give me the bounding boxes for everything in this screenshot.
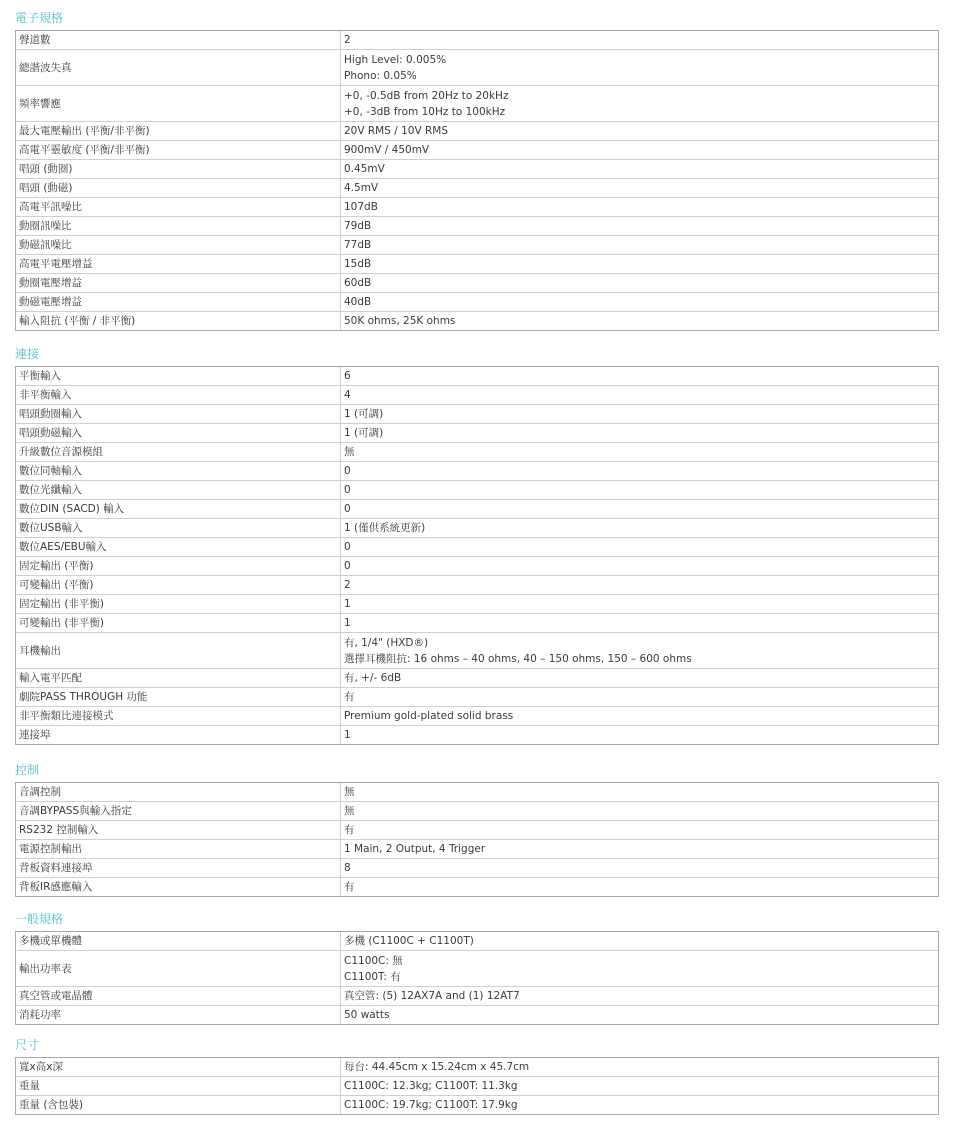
spec-row — [16, 293, 939, 312]
spec-row — [16, 595, 939, 614]
spec-row — [16, 443, 939, 462]
spec-value — [341, 519, 939, 538]
spec-value — [341, 802, 939, 821]
spec-row — [16, 1077, 939, 1096]
spec-row — [16, 688, 939, 707]
spec-value — [341, 840, 939, 859]
spec-label: 多機或單機體 — [16, 932, 341, 951]
spec-label: 唱頭 (動圈) — [16, 160, 341, 179]
spec-value-line: 60dB — [344, 276, 372, 289]
spec-value — [341, 481, 939, 500]
spec-value — [341, 386, 939, 405]
spec-value-line: 77dB — [344, 238, 372, 251]
spec-row — [16, 614, 939, 633]
spec-value-line: 0 — [344, 540, 351, 553]
spec-value — [341, 821, 939, 840]
spec-label: 數位DIN (SACD) 輸入 — [16, 500, 341, 519]
spec-value — [341, 424, 939, 443]
spec-value-line: 2 — [344, 33, 351, 46]
spec-value — [341, 179, 939, 198]
spec-row — [16, 951, 939, 987]
spec-row — [16, 312, 939, 331]
spec-row — [16, 859, 939, 878]
spec-value — [341, 312, 939, 331]
spec-value-line: 有 — [344, 690, 355, 703]
spec-label: 唱頭 (動磁) — [16, 179, 341, 198]
spec-label: 輸入電平匹配 — [16, 669, 341, 688]
spec-value — [341, 50, 939, 86]
spec-value-line: 0 — [344, 483, 351, 496]
spec-row — [16, 424, 939, 443]
spec-value-line: 選擇耳機阻抗: 16 ohms – 40 ohms, 40 – 150 ohms, 150 – 600 ohms — [344, 652, 692, 665]
spec-row — [16, 50, 939, 86]
spec-value — [341, 859, 939, 878]
spec-value — [341, 595, 939, 614]
spec-value-line: High Level: 0.005% — [344, 53, 447, 66]
general-specs-section-title: 一般規格 — [15, 912, 64, 926]
spec-value — [341, 614, 939, 633]
spec-label: RS232 控制輸入 — [16, 821, 341, 840]
spec-row — [16, 987, 939, 1006]
spec-row — [16, 783, 939, 802]
spec-label: 寬x高x深 — [16, 1058, 341, 1077]
spec-row — [16, 462, 939, 481]
spec-row — [16, 878, 939, 897]
spec-value — [341, 443, 939, 462]
spec-value-line: +0, -3dB from 10Hz to 100kHz — [344, 105, 506, 118]
spec-value — [341, 198, 939, 217]
spec-label: 高電平訊噪比 — [16, 198, 341, 217]
spec-value — [341, 86, 939, 122]
spec-row — [16, 840, 939, 859]
spec-label: 動磁訊噪比 — [16, 236, 341, 255]
spec-row — [16, 198, 939, 217]
spec-label: 音調BYPASS與輸入指定 — [16, 802, 341, 821]
spec-value — [341, 557, 939, 576]
spec-row — [16, 405, 939, 424]
spec-label: 平衡輸入 — [16, 367, 341, 386]
spec-value-line: 15dB — [344, 257, 372, 270]
spec-value — [341, 255, 939, 274]
spec-value-line: 4.5mV — [344, 181, 379, 194]
spec-value-line: C1100T: 有 — [344, 970, 401, 983]
spec-label: 動圈訊噪比 — [16, 217, 341, 236]
spec-value-line: C1100C: 12.3kg; C1100T: 11.3kg — [344, 1079, 518, 1092]
spec-value-line: 900mV / 450mV — [344, 143, 430, 156]
spec-value-line: 1 — [344, 597, 351, 610]
spec-value — [341, 293, 939, 312]
spec-label: 數位光纖輸入 — [16, 481, 341, 500]
spec-label: 輸出功率表 — [16, 951, 341, 987]
spec-row — [16, 802, 939, 821]
connections-table — [15, 366, 939, 745]
spec-row — [16, 821, 939, 840]
spec-value — [341, 783, 939, 802]
spec-value-line: 1 (可調) — [344, 407, 384, 420]
dimensions-table — [15, 1057, 939, 1115]
spec-label: 聲道數 — [16, 31, 341, 50]
spec-value-line: 2 — [344, 578, 351, 591]
spec-label: 總諧波失真 — [16, 50, 341, 86]
spec-value-line: 無 — [344, 445, 355, 458]
spec-value — [341, 217, 939, 236]
spec-label: 電源控制輸出 — [16, 840, 341, 859]
spec-label: 數位USB輸入 — [16, 519, 341, 538]
spec-row — [16, 86, 939, 122]
spec-label: 可變輸出 (平衡) — [16, 576, 341, 595]
spec-value-line: C1100C: 19.7kg; C1100T: 17.9kg — [344, 1098, 518, 1111]
spec-value-line: 無 — [344, 804, 355, 817]
spec-label: 背板IR感應輸入 — [16, 878, 341, 897]
spec-value-line: 0 — [344, 559, 351, 572]
spec-value-line: 有 — [344, 823, 355, 836]
spec-value-line: 0 — [344, 464, 351, 477]
spec-row — [16, 367, 939, 386]
general-specs-table — [15, 931, 939, 1025]
spec-value-line: 有, 1/4" (HXD®) — [344, 636, 429, 649]
spec-row — [16, 1096, 939, 1115]
dimensions-section-title: 尺寸 — [15, 1038, 40, 1052]
spec-value — [341, 707, 939, 726]
spec-row — [16, 519, 939, 538]
spec-label: 高電平靈敏度 (平衡/非平衡) — [16, 141, 341, 160]
spec-row — [16, 707, 939, 726]
spec-label: 數位AES/EBU輸入 — [16, 538, 341, 557]
spec-value — [341, 688, 939, 707]
spec-label: 消耗功率 — [16, 1006, 341, 1025]
spec-value — [341, 932, 939, 951]
spec-value-line: 1 Main, 2 Output, 4 Trigger — [344, 842, 486, 855]
spec-value-line: 107dB — [344, 200, 378, 213]
spec-value — [341, 367, 939, 386]
spec-label: 升級數位音源模組 — [16, 443, 341, 462]
spec-value — [341, 1058, 939, 1077]
spec-label: 固定輸出 (平衡) — [16, 557, 341, 576]
spec-label: 頻率響應 — [16, 86, 341, 122]
spec-value-line: 1 — [344, 616, 351, 629]
spec-row — [16, 31, 939, 50]
spec-label: 音調控制 — [16, 783, 341, 802]
spec-value — [341, 274, 939, 293]
spec-value — [341, 1096, 939, 1115]
spec-row — [16, 726, 939, 745]
spec-value — [341, 633, 939, 669]
spec-label: 數位同軸輸入 — [16, 462, 341, 481]
spec-value — [341, 31, 939, 50]
spec-value-line: 79dB — [344, 219, 372, 232]
spec-label: 高電平電壓增益 — [16, 255, 341, 274]
spec-value — [341, 160, 939, 179]
spec-value — [341, 462, 939, 481]
spec-row — [16, 274, 939, 293]
spec-value-line: 真空管: (5) 12AX7A and (1) 12AT7 — [344, 989, 520, 1002]
spec-row — [16, 633, 939, 669]
spec-label: 真空管或電晶體 — [16, 987, 341, 1006]
spec-value — [341, 405, 939, 424]
spec-label: 動磁電壓增益 — [16, 293, 341, 312]
spec-value-line: 多機 (C1100C + C1100T) — [344, 934, 474, 947]
spec-row — [16, 1058, 939, 1077]
spec-value-line: 8 — [344, 861, 351, 874]
spec-label: 劇院PASS THROUGH 功能 — [16, 688, 341, 707]
spec-row — [16, 932, 939, 951]
spec-label: 重量 (含包裝) — [16, 1096, 341, 1115]
spec-value-line: 50 watts — [344, 1008, 390, 1021]
spec-row — [16, 179, 939, 198]
spec-label: 可變輸出 (非平衡) — [16, 614, 341, 633]
spec-value-line: Premium gold-plated solid brass — [344, 709, 514, 722]
spec-value — [341, 500, 939, 519]
spec-value-line: 50K ohms, 25K ohms — [344, 314, 456, 327]
spec-value — [341, 576, 939, 595]
spec-value-line: 有 — [344, 880, 355, 893]
spec-label: 唱頭動磁輸入 — [16, 424, 341, 443]
spec-row — [16, 576, 939, 595]
controls-section-title: 控制 — [15, 763, 40, 777]
electrical-specs-section-title: 電子規格 — [15, 11, 64, 25]
spec-row — [16, 236, 939, 255]
spec-value-line: 40dB — [344, 295, 372, 308]
spec-label: 背板資料連接埠 — [16, 859, 341, 878]
spec-label: 固定輸出 (非平衡) — [16, 595, 341, 614]
spec-value-line: 1 — [344, 728, 351, 741]
spec-value — [341, 878, 939, 897]
spec-value — [341, 538, 939, 557]
spec-row — [16, 1006, 939, 1025]
spec-value-line: 1 (僅供系統更新) — [344, 521, 426, 534]
spec-value — [341, 726, 939, 745]
spec-value-line: 0.45mV — [344, 162, 385, 175]
spec-value — [341, 1077, 939, 1096]
spec-value-line: 0 — [344, 502, 351, 515]
spec-row — [16, 255, 939, 274]
spec-value — [341, 1006, 939, 1025]
spec-label: 耳機輸出 — [16, 633, 341, 669]
spec-label: 動圈電壓增益 — [16, 274, 341, 293]
spec-value — [341, 141, 939, 160]
spec-label: 輸入阻抗 (平衡 / 非平衡) — [16, 312, 341, 331]
spec-label: 非平衡輸入 — [16, 386, 341, 405]
spec-value-line: 6 — [344, 369, 351, 382]
spec-label: 連接埠 — [16, 726, 341, 745]
controls-table — [15, 782, 939, 897]
spec-value-line: +0, -0.5dB from 20Hz to 20kHz — [344, 89, 509, 102]
spec-label: 重量 — [16, 1077, 341, 1096]
electrical-specs-table — [15, 30, 939, 331]
spec-value-line: 有, +/- 6dB — [344, 671, 402, 684]
spec-value-line: C1100C: 無 — [344, 954, 403, 967]
spec-row — [16, 141, 939, 160]
spec-row — [16, 557, 939, 576]
spec-row — [16, 386, 939, 405]
spec-row — [16, 122, 939, 141]
spec-value-line: 20V RMS / 10V RMS — [344, 124, 449, 137]
spec-row — [16, 217, 939, 236]
connections-section-title: 連接 — [15, 347, 40, 361]
spec-label: 最大電壓輸出 (平衡/非平衡) — [16, 122, 341, 141]
spec-value — [341, 669, 939, 688]
spec-value — [341, 951, 939, 987]
spec-label: 唱頭動圈輸入 — [16, 405, 341, 424]
spec-row — [16, 160, 939, 179]
spec-row — [16, 481, 939, 500]
spec-value-line: Phono: 0.05% — [344, 69, 417, 82]
spec-row — [16, 500, 939, 519]
spec-value-line: 4 — [344, 388, 351, 401]
spec-label: 非平衡類比連接模式 — [16, 707, 341, 726]
spec-row — [16, 538, 939, 557]
spec-value-line: 每台: 44.45cm x 15.24cm x 45.7cm — [344, 1060, 530, 1073]
spec-value — [341, 987, 939, 1006]
spec-value — [341, 236, 939, 255]
spec-value-line: 1 (可調) — [344, 426, 384, 439]
spec-value — [341, 122, 939, 141]
spec-row — [16, 669, 939, 688]
spec-value-line: 無 — [344, 785, 355, 798]
